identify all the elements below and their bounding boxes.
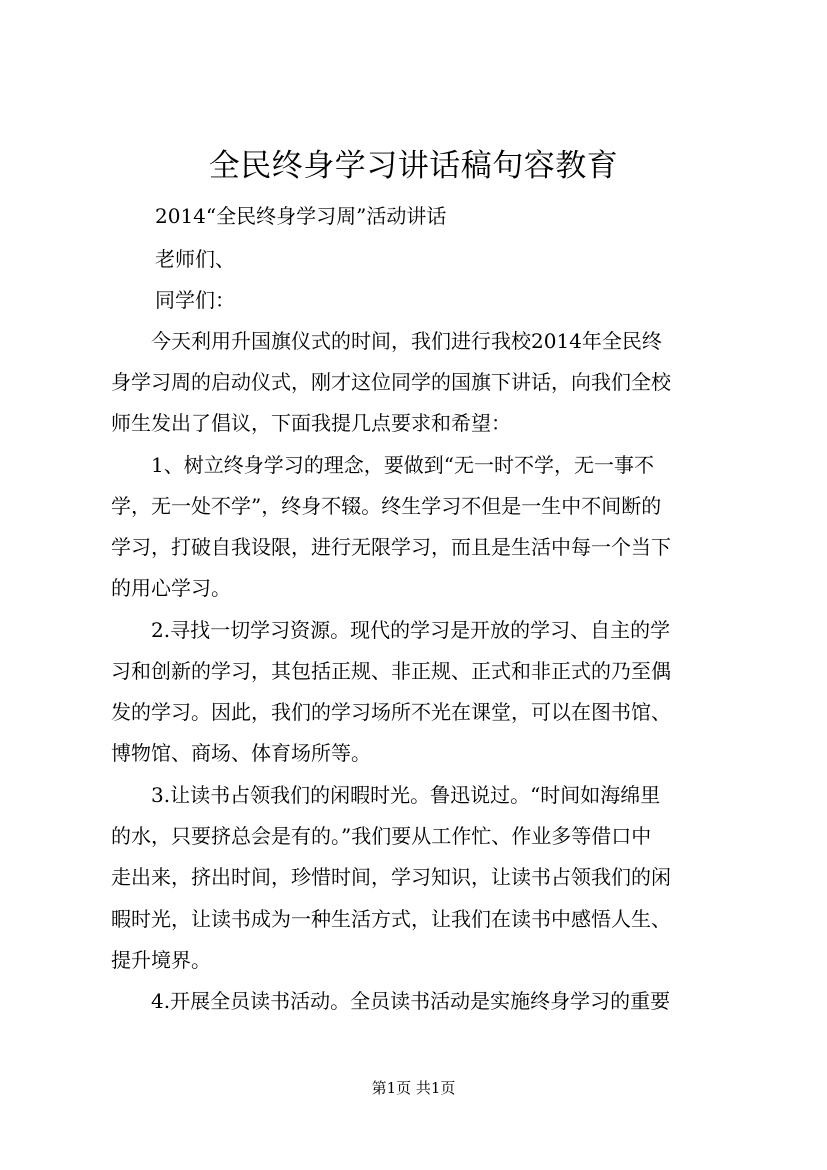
text-line: 师生发出了倡议，下面我提几点要求和希望： [111, 411, 511, 435]
text-line: 2.寻找一切学习资源。现代的学习是开放的学习、自主的学 [151, 618, 671, 642]
text-line: 老师们、 [155, 247, 235, 271]
text-line: 3.让读书占领我们的闲暇时光。鲁迅说过。“时间如海绵里 [151, 783, 661, 807]
text-line: 发的学习。因此，我们的学习场所不光在课堂，可以在图书馆、 [111, 700, 671, 724]
text-line: 博物馆、商场、体育场所等。 [111, 741, 371, 765]
text-line: 提升境界。 [111, 948, 211, 972]
text-line: 身学习周的启动仪式，刚才这位同学的国旗下讲话，向我们全校 [111, 370, 671, 394]
text-line: 同学们： [155, 288, 235, 312]
text-line: 学，无一处不学”，终身不辍。终生学习不但是一生中不间断的 [111, 494, 662, 518]
text-line: 1、树立终身学习的理念，要做到“无一时不学，无一事不 [151, 453, 654, 477]
text-line: 的水，只要挤总会是有的。”我们要从工作忙、作业多等借口中 [111, 824, 652, 848]
text-line: 今天利用升国旗仪式的时间，我们进行我校2014年全民终 [151, 329, 662, 353]
document-title: 全民终身学习讲话稿句容教育 [208, 148, 619, 184]
text-line: 学习，打破自我设限，进行无限学习，而且是生活中每一个当下 [111, 535, 671, 559]
page-number-footer: 第1页 共1页 [371, 1079, 456, 1097]
text-line: 2014“全民终身学习周”活动讲话 [155, 204, 447, 228]
text-line: 习和创新的学习，其包括正规、非正规、正式和非正式的乃至偶 [111, 659, 671, 683]
text-line: 走出来，挤出时间，珍惜时间，学习知识，让读书占领我们的闲 [111, 865, 671, 889]
text-line: 暇时光，让读书成为一种生活方式，让我们在读书中感悟人生、 [111, 907, 671, 931]
text-line: 4.开展全员读书活动。全员读书活动是实施终身学习的重要 [151, 989, 671, 1013]
text-line: 的用心学习。 [111, 576, 231, 600]
